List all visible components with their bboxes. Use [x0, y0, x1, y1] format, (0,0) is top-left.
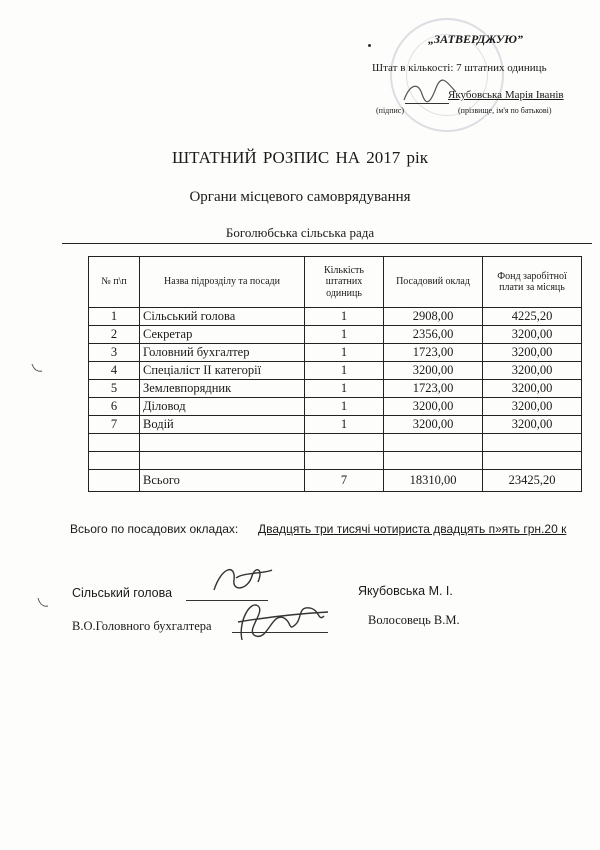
empty-cell	[89, 434, 140, 452]
cell-position: Водій	[140, 416, 305, 434]
cell-salary: 1723,00	[384, 344, 483, 362]
cell-fund: 3200,00	[483, 344, 582, 362]
empty-row	[89, 452, 582, 470]
total-words-label: Всього по посадових окладах:	[70, 522, 239, 536]
staff-count-line: Штат в кількості: 7 штатних одиниць	[372, 62, 547, 74]
empty-cell	[483, 434, 582, 452]
total-row	[89, 470, 582, 492]
margin-mark	[30, 362, 44, 374]
margin-mark	[36, 596, 50, 610]
empty-cell	[140, 434, 305, 452]
cell-position: Головний бухгалтер	[140, 344, 305, 362]
cell-salary: 3200,00	[384, 362, 483, 380]
cell-num: 6	[89, 398, 140, 416]
cell-fund: 3200,00	[483, 416, 582, 434]
approval-heading: „ЗАТВЕРДЖУЮ”	[428, 32, 523, 46]
cell-salary: 2908,00	[384, 308, 483, 326]
signature-caption: (підпис)	[376, 106, 405, 115]
table-row	[89, 308, 582, 326]
cell-count: 1	[305, 398, 384, 416]
cell-fund: 3200,00	[483, 326, 582, 344]
approval-signatory: Якубовська Марія Іванів	[448, 89, 564, 101]
cell-count: 1	[305, 308, 384, 326]
accountant-signature	[232, 592, 332, 652]
cell-fund: 3200,00	[483, 380, 582, 398]
header-fund: Фонд заробітної плати за місяць	[483, 257, 582, 308]
cell-count: 1	[305, 344, 384, 362]
cell-fund: 4225,20	[483, 308, 582, 326]
head-signature-label: Сільський голова	[72, 586, 173, 600]
cell-fund: 3200,00	[483, 398, 582, 416]
total-words-value: Двадцять три тисячі чотириста двадцять п»ять грн.20 к	[258, 522, 567, 536]
cell-count: 1	[305, 362, 384, 380]
cell-salary: 3200,00	[384, 416, 483, 434]
cell-position: Секретар	[140, 326, 305, 344]
table-header-row	[89, 257, 582, 308]
staff-table	[88, 256, 582, 492]
title-divider	[62, 243, 592, 244]
cell-position: Спеціаліст ІІ категорії	[140, 362, 305, 380]
head-name: Якубовська М. І.	[358, 584, 453, 598]
table-row	[89, 326, 582, 344]
organization-name: Боголюбська сільська рада	[225, 225, 375, 240]
approval-signature	[400, 78, 460, 108]
accountant-name: Волосовець В.М.	[368, 613, 460, 627]
empty-cell	[384, 434, 483, 452]
name-caption: (прізвище, ім'я по батькові)	[458, 106, 552, 115]
empty-cell	[305, 434, 384, 452]
header-num: № п\п	[89, 257, 140, 308]
table-row	[89, 398, 582, 416]
total-count: 7	[305, 470, 384, 492]
document-title: ШТАТНИЙ РОЗПИС НА 2017 рік	[171, 148, 429, 167]
cell-count: 1	[305, 326, 384, 344]
ink-dot	[368, 44, 371, 47]
empty-cell	[140, 452, 305, 470]
cell-salary: 2356,00	[384, 326, 483, 344]
cell-salary: 1723,00	[384, 380, 483, 398]
cell-num: 7	[89, 416, 140, 434]
empty-row	[89, 434, 582, 452]
cell-count: 1	[305, 380, 384, 398]
empty-cell	[89, 452, 140, 470]
document-subtitle: Органи місцевого самоврядування	[189, 189, 411, 205]
cell-salary: 3200,00	[384, 398, 483, 416]
cell-count: 1	[305, 416, 384, 434]
cell-num: 4	[89, 362, 140, 380]
cell-position: Землевпорядник	[140, 380, 305, 398]
table-row	[89, 380, 582, 398]
total-fund: 23425,20	[483, 470, 582, 492]
cell-fund: 3200,00	[483, 362, 582, 380]
empty-cell	[305, 452, 384, 470]
accountant-signature-label: В.О.Головного бухгалтера	[72, 619, 212, 633]
header-salary: Посадовий оклад	[384, 257, 483, 308]
empty-cell	[89, 470, 140, 492]
table-row	[89, 416, 582, 434]
total-label: Всього	[140, 470, 305, 492]
table-row	[89, 344, 582, 362]
cell-position: Сільський голова	[140, 308, 305, 326]
header-position: Назва підрозділу та посади	[140, 257, 305, 308]
header-count: Кількість штатних одиниць	[305, 257, 384, 308]
table-row	[89, 362, 582, 380]
total-salary: 18310,00	[384, 470, 483, 492]
empty-cell	[384, 452, 483, 470]
cell-num: 1	[89, 308, 140, 326]
cell-num: 3	[89, 344, 140, 362]
cell-num: 2	[89, 326, 140, 344]
empty-cell	[483, 452, 582, 470]
cell-position: Діловод	[140, 398, 305, 416]
cell-num: 5	[89, 380, 140, 398]
